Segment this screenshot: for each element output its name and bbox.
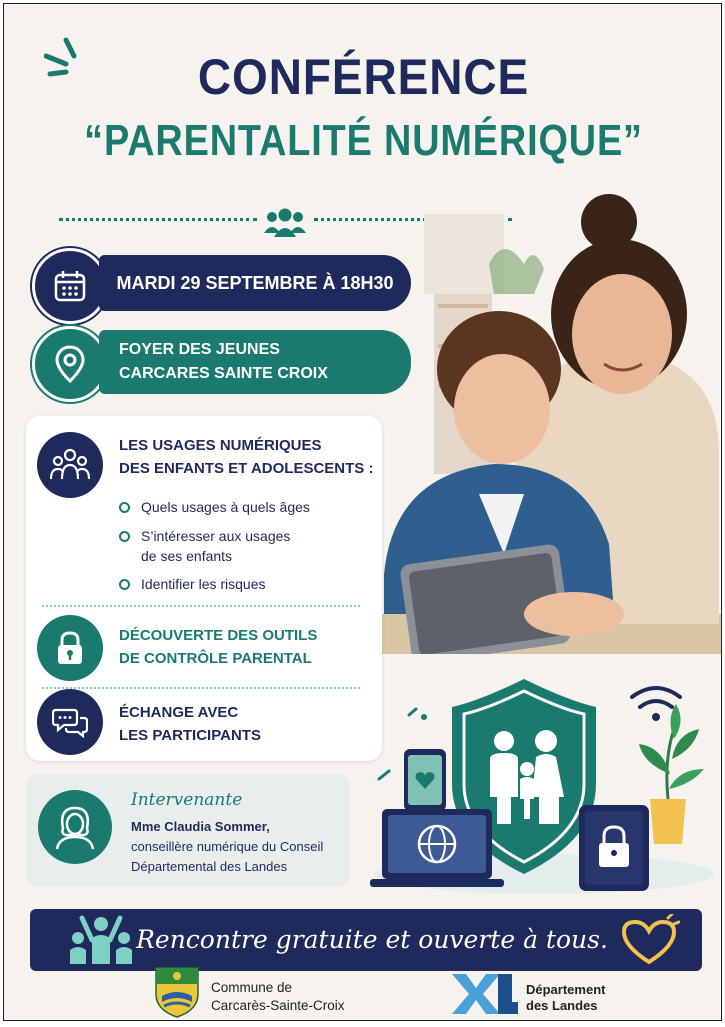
location-line1: FOYER DES JEUNES — [119, 341, 280, 358]
usages-badge — [37, 432, 103, 498]
departement-xl-logo-icon — [448, 972, 518, 1016]
echange-heading-line1: ÉCHANGE AVEC — [119, 704, 239, 721]
calendar-icon — [53, 269, 87, 303]
location-label — [99, 330, 411, 394]
bullet-risques: Identifier les risques — [141, 576, 266, 592]
chat-bubbles-icon — [52, 706, 88, 738]
departement-line2: des Landes — [526, 998, 598, 1013]
bullet-s-interesser-cont: de ses enfants — [141, 548, 233, 564]
usages-heading — [119, 434, 373, 480]
usages-heading-line2: DES ENFANTS ET ADOLESCENTS : — [119, 460, 374, 477]
family-group-icon — [50, 447, 90, 483]
title-parentalite: “PARENTALITÉ NUMÉRIQUE” — [84, 116, 643, 165]
controle-heading-line1: DÉCOUVERTE DES OUTILS — [119, 627, 318, 644]
controle-badge — [37, 615, 103, 681]
speaker-role-line2: Départemental des Landes — [131, 859, 288, 874]
echange-badge — [37, 689, 103, 755]
controle-heading — [119, 624, 317, 670]
commune-coat-of-arms-icon — [152, 966, 202, 1018]
banner-text: Rencontre gratuite et ouverte à tous. — [136, 925, 608, 954]
heart-icon — [618, 914, 680, 968]
controle-heading-line2: DE CONTRÔLE PARENTAL — [119, 650, 312, 667]
bullet-s-interesser: S’intéresser aux usages — [141, 528, 291, 544]
commune-line1: Commune de — [211, 980, 293, 995]
speaker-heading: Intervenante — [131, 790, 243, 810]
departement-line1: Département — [526, 982, 606, 997]
speaker-name: Mme Claudia Sommer, — [131, 819, 270, 834]
title-conference: CONFÉRENCE — [197, 49, 530, 105]
commune-line2: Carcarès-Sainte-Croix — [211, 998, 345, 1013]
security-illustration — [364, 679, 719, 899]
bullet-usages-ages: Quels usages à quels âges — [141, 499, 310, 515]
speaker-avatar-badge — [38, 790, 112, 864]
location-badge — [32, 326, 108, 402]
usages-heading-line1: LES USAGES NUMÉRIQUES — [119, 437, 322, 454]
woman-avatar-icon — [53, 804, 97, 850]
speaker-role-line1: conseillère numérique du Conseil — [131, 839, 324, 854]
date-label: MARDI 29 SEPTEMBRE À 18H30 — [99, 255, 411, 311]
calendar-badge — [32, 248, 108, 324]
location-line2: CARCARES SAINTE CROIX — [119, 365, 328, 382]
echange-heading-line2: LES PARTICIPANTS — [119, 727, 261, 744]
echange-heading — [119, 701, 261, 747]
location-pin-icon — [55, 345, 85, 383]
dotted-divider-left — [59, 218, 257, 221]
illustration — [374, 194, 722, 654]
card-divider-2 — [42, 687, 360, 689]
card-divider-1 — [42, 605, 360, 607]
poster — [3, 3, 722, 1021]
community-icon — [66, 912, 136, 966]
group-icon — [262, 207, 308, 239]
padlock-icon — [55, 630, 85, 666]
